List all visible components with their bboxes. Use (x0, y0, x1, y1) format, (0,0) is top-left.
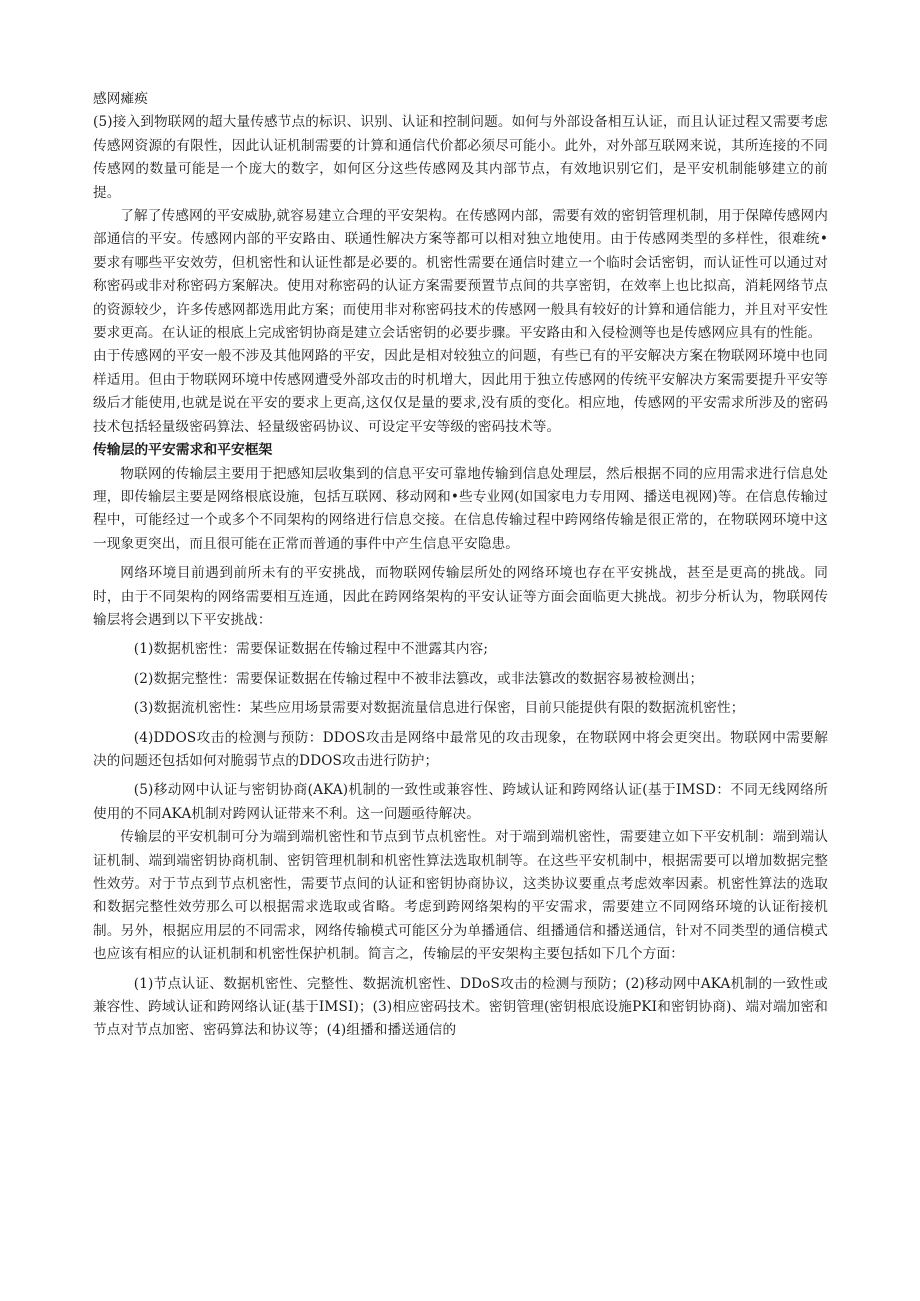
section-heading-transport-layer: 传输层的平安需求和平安框架 (93, 442, 273, 459)
list-item-confidentiality: (1)数据机密性：需要保证数据在传输过程中不泄露其内容; (133, 641, 489, 658)
list-item-ddos: (4)DDOS攻击的检测与预防：DDOS攻击是网络中最常见的攻击现象，在物联网中将会更突出。物联网中需要解决的问题还包括如何对脆弱节点的DDOS攻击进行防护； (93, 729, 828, 769)
document-page (93, 88, 828, 1043)
paragraph-transport-intro: 物联网的传输层主要用于把感知层收集到的信息平安可靠地传输到信息处理层，然后根据不同的应用需求进行信息处理，即传输层主要是网络根底设施，包括互联网、移动网和•些专业网(如国家电力专用网、播送电视网)等。在信息传输过程中，可能经过一个或多个不同架构的网络进行信息交接。在信息传输过程中跨网络传输是很正常的，在物联网环境中这一现象更突出，而且很可能在正常而普通的事件中产生信息平安隐患。 (93, 465, 828, 552)
list-item-flow-confidentiality: (3)数据流机密性：某些应用场景需要对数据流量信息进行保密，目前只能提供有限的数据流机密性； (133, 700, 745, 717)
list-item-aka: (5)移动网中认证与密钥协商(AKA)机制的一致性或兼容性、跨域认证和跨网络认证(基于IMSD：不同无线网络所使用的不同AKA机制对跨网认证带来不利。这一问题亟待解决。 (93, 782, 828, 822)
paragraph-transport-summary: (1)节点认证、数据机密性、完整性、数据流机密性、DDoS攻击的检测与预防；(2)移动网中AKA机制的一致性或兼容性、跨域认证和跨网络认证(基于IMSI)；(3)相应密码技术。密钥管理(密钥根底设施PKI和密钥协商)、端对端加密和节点对节点加密、密码算法和协议等；(4)组播和播送通信的 (93, 975, 828, 1039)
paragraph-transport-challenges: 网络环境目前遇到前所未有的平安挑战，而物联网传输层所处的网络环境也存在平安挑战，甚至是更高的挑战。同时，由于不同架构的网络需要相互连通，因此在跨网络架构的平安认证等方面会面临更大挑战。初步分析认为，物联网传输层将会遇到以下平安挑战： (93, 565, 828, 628)
list-item-integrity: (2)数据完整性：需要保证数据在传输过程中不被非法篡改，或非法篡改的数据容易被检测出； (133, 670, 704, 687)
paragraph-continuation: 感网瘫痪 (93, 91, 148, 107)
paragraph-sensor-independence: 由于传感网的平安一般不涉及其他网路的平安，因此是相对较独立的问题，有些已有的平安解决方案在物联网环境中也同样适用。但由于物联网环境中传感网遭受外部攻击的时机增大，因此用于独立传感网的传统平安解决方案需要提升平安等级后才能使用,也就是说在平安的要求上更高,这仅仅是量的要求,没有质的变化。相应地，传感网的平安需求所涉及的密码技术包括轻量级密码算法、轻量级密码协议、可设定平安等级的密码技术等。 (93, 348, 828, 435)
paragraph-sensor-architecture: 了解了传感网的平安威胁,就容易建立合理的平安架构。在传感网内部，需要有效的密钥管理机制，用于保障传感网内部通信的平安。传感网内部的平安路由、联通性解决方案等都可以相对独立地使用。由于传感网类型的多样性，很难统•要求有哪些平安效劳，但机密性和认证性都是必要的。机密性需要在通信时建立一个临时会话密钥，而认证性可以通过对称密码或非对称密码方案解决。使用对称密码的认证方案需要预置节点间的共享密钥，在效率上也比拟高，消耗网络节点的资源较少，许多传感网都选用此方案；而使用非对称密码技术的传感网一般具有较好的计算和通信能力，并且对平安性要求更高。在认证的根底上完成密钥协商是建立会话密钥的必要步骤。平安路由和入侵检测等也是传感网应具有的性能。 (93, 208, 828, 342)
paragraph-sensor-id: (5)接入到物联网的超大量传感节点的标识、识别、认证和控制问题。如何与外部设备相互认证，而且认证过程又需要考虑传感网资源的有限性，因此认证机制需要的计算和通信代价都必须尽可能小。此外，对外部互联网来说，其所连接的不同传感网的数量可能是一个庞大的数字，如何区分这些传感网及其内部节点，有效地识别它们，是平安机制能够建立的前提。 (93, 114, 828, 201)
paragraph-transport-mechanisms: 传输层的平安机制可分为端到端机密性和节点到节点机密性。对于端到端机密性，需要建立如下平安机制：端到端认证机制、端到端密钥协商机制、密钥管理机制和机密性算法选取机制等。在这些平安机制中，根据需要可以增加数据完整性效劳。对于节点到节点机密性，需要节点间的认证和密钥协商协议，这类协议要重点考虑效率因素。机密性算法的选取和数据完整性效劳那么可以根据需求选取或省略。考虑到跨网络架构的平安需求，需要建立不同网络环境的认证衔接机制。另外，根据应用层的不同需求，网络传输模式可能区分为单播通信、组播通信和播送通信，针对不同类型的通信模式也应该有相应的认证机制和机密性保护机制。简言之，传输层的平安架构主要包括如下几个方面： (93, 829, 828, 963)
